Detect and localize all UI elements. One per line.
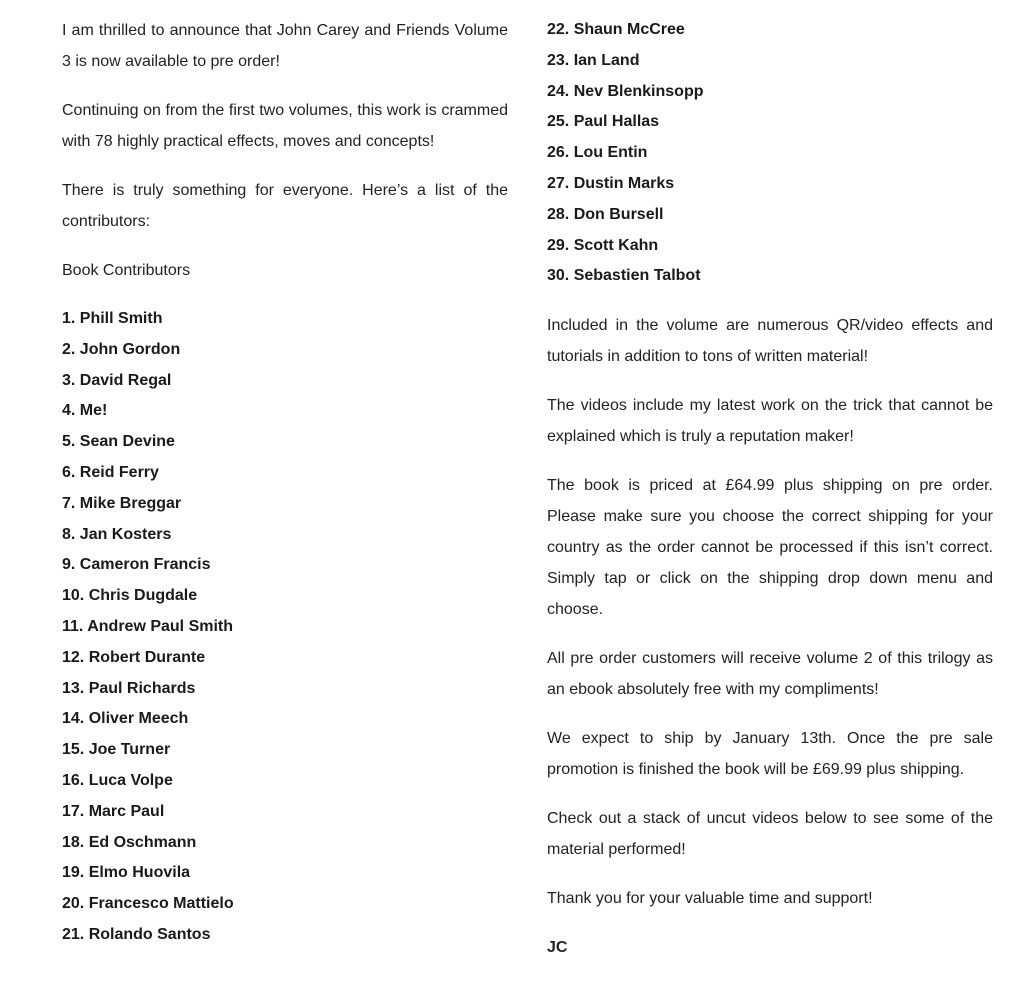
right-column [547, 15, 993, 963]
contributors-intro-paragraph: There is truly something for everyone. Here’s a list of the contributors: [62, 182, 508, 230]
contributor-item: 5. Sean Devine [62, 433, 175, 451]
contributor-item: 19. Elmo Huovila [62, 864, 191, 882]
contributor-item: 8. Jan Kosters [62, 525, 172, 543]
contributor-item: 10. Chris Dugdale [62, 587, 198, 605]
contributor-item: 3. David Regal [62, 371, 172, 389]
contributor-item: 29. Scott Kahn [547, 236, 659, 254]
contributor-item: 2. John Gordon [62, 340, 181, 358]
contributor-item: 14. Oliver Meech [62, 710, 189, 728]
contributor-item: 15. Joe Turner [62, 741, 171, 759]
contributor-item: 26. Lou Entin [547, 144, 648, 162]
included-paragraph: Included in the volume are numerous QR/video effects and tutorials in addition to tons of written material! [547, 317, 993, 366]
bonus-paragraph: All pre order customers will receive volume 2 of this trilogy as an ebook absolutely free with my compliments! [547, 650, 993, 699]
contributor-item: 11. Andrew Paul Smith [62, 617, 234, 635]
contributors-heading: Book Contributors [62, 262, 191, 279]
intro-paragraph: I am thrilled to announce that John Carey and Friends Volume 3 is now available to pre order! [62, 22, 508, 70]
contributor-item: 21. Rolando Santos [62, 925, 211, 943]
contributor-item: 20. Francesco Mattielo [62, 895, 234, 913]
contributor-item: 30. Sebastien Talbot [547, 267, 701, 285]
contributor-item: 22. Shaun McCree [547, 21, 685, 38]
contributor-item: 24. Nev Blenkinsopp [547, 82, 704, 100]
contributor-item: 6. Reid Ferry [62, 463, 159, 481]
contributors-list-right [547, 15, 993, 292]
contributor-item: 1. Phill Smith [62, 310, 163, 327]
contributor-item: 13. Paul Richards [62, 679, 196, 697]
contributor-item: 4. Me! [62, 402, 108, 420]
contributor-item: 16. Luca Volpe [62, 771, 173, 789]
contributor-item: 23. Ian Land [547, 51, 640, 69]
continuing-paragraph: Continuing on from the first two volumes, this work is crammed with 78 highly practical effects, moves and concepts! [62, 102, 508, 150]
contributor-item: 12. Robert Durante [62, 648, 206, 666]
left-column [62, 15, 508, 969]
contributors-list-left [62, 304, 508, 951]
contributor-item: 17. Marc Paul [62, 802, 165, 820]
contributor-item: 27. Dustin Marks [547, 174, 675, 192]
price-paragraph: The book is priced at £64.99 plus shipping on pre order. Please make sure you choose the correct shipping for your country as the order cannot be processed if this isn’t correct. Simply tap or click on the shipping drop down menu and choose. [547, 477, 993, 619]
videos-paragraph: The videos include my latest work on the trick that cannot be explained which is truly a reputation maker! [547, 397, 993, 446]
shipping-paragraph: We expect to ship by January 13th. Once the pre sale promotion is finished the book will be £69.99 plus shipping. [547, 730, 993, 779]
contributor-item: 25. Paul Hallas [547, 113, 660, 131]
signature: JC [547, 939, 568, 957]
contributor-item: 18. Ed Oschmann [62, 833, 197, 851]
videos-link-paragraph: Check out a stack of uncut videos below to see some of the material performed! [547, 810, 993, 859]
thanks-paragraph: Thank you for your valuable time and support! [547, 890, 873, 908]
contributor-item: 9. Cameron Francis [62, 556, 211, 574]
contributor-item: 28. Don Bursell [547, 205, 664, 223]
contributor-item: 7. Mike Breggar [62, 494, 182, 512]
